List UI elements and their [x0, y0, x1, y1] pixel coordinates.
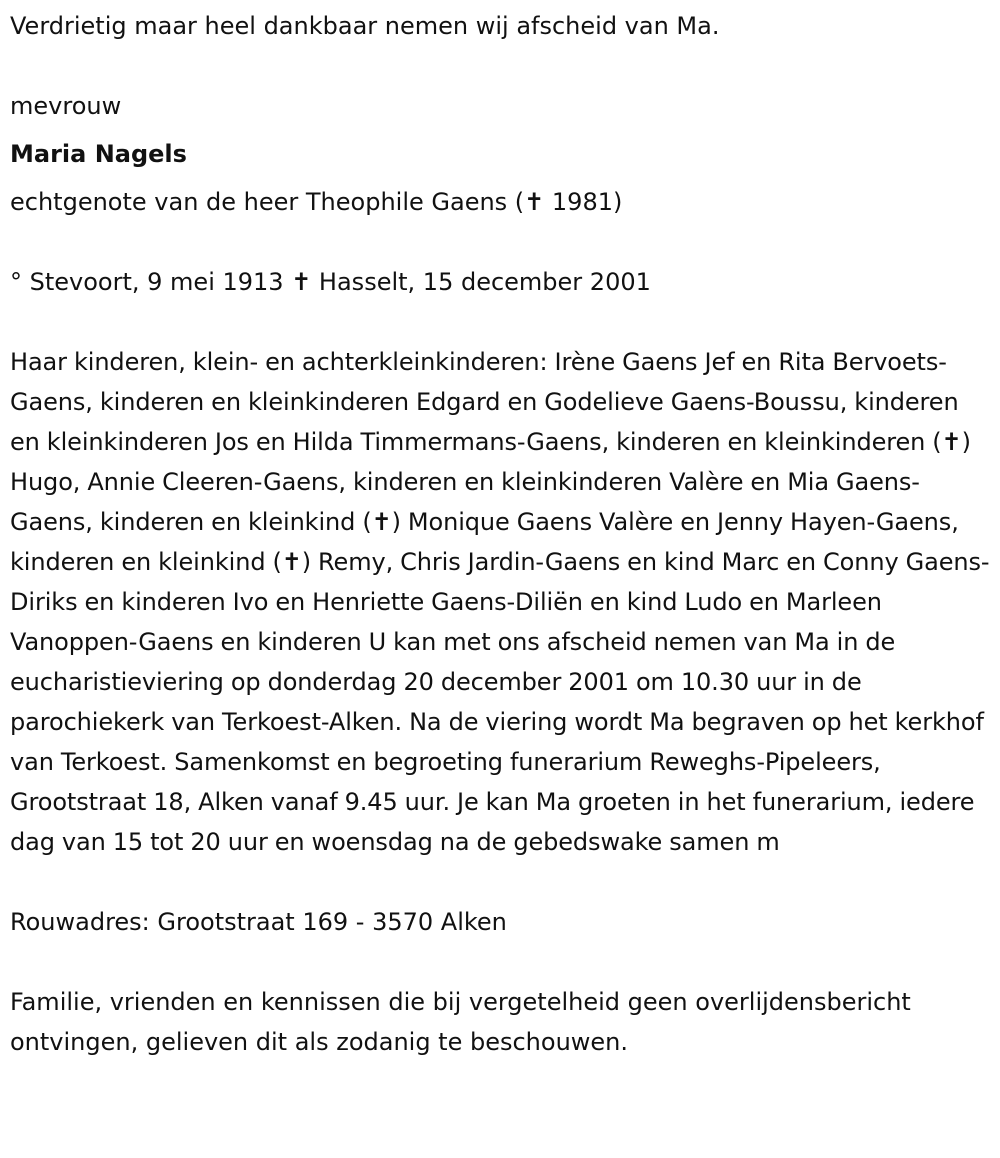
birth-death-line: ° Stevoort, 9 mei 1913 ✝ Hasselt, 15 december 2001: [10, 268, 651, 296]
spacer: [10, 222, 990, 262]
family-and-ceremony-text: Haar kinderen, klein- en achterkleinkinderen: Irène Gaens Jef en Rita Bervoets-Gaens, kinderen en kleinkinderen Edgard en Godelieve Gaens-Boussu, kinderen en kleinkinderen Jos en Hilda Timmermans-Gaens, kinderen en kleinkinderen (✝) Hugo, Annie Cleeren-Gaens, kinderen en kleinkinderen Valère en Mia Gaens-Gaens, kinderen en kleinkind (✝) Monique Gaens Valère en Jenny Hayen-Gaens, kinderen en kleinkind (✝) Remy, Chris Jardin-Gaens en kind Marc en Conny Gaens-Diriks en kinderen Ivo en Henriette Gaens-Diliën en kind Ludo en Marleen Vanoppen-Gaens en kinderen U kan met ons afscheid nemen van Ma in de eucharistieviering op donderdag 20 december 2001 om 10.30 uur in de parochiekerk van Terkoest-Alken. Na de viering wordt Ma begraven op het kerkhof van Terkoest. Samenkomst en begroeting funerarium Reweghs-Pipeleers, Grootstraat 18, Alken vanaf 9.45 uur. Je kan Ma groeten in het funerarium, iedere dag van 15 tot 20 uur en woensdag na de gebedswake samen m: [10, 348, 990, 856]
mourning-address: Rouwadres: Grootstraat 169 - 3570 Alken: [10, 908, 507, 936]
intro-text: Verdrietig maar heel dankbaar nemen wij afscheid van Ma.: [10, 12, 720, 40]
title-prefix: mevrouw: [10, 92, 122, 120]
spacer: [10, 302, 990, 342]
deceased-name: Maria Nagels: [10, 140, 187, 168]
closing-text: Familie, vrienden en kennissen die bij vergetelheid geen overlijdensbericht ontvingen, gelieven dit als zodanig te beschouwen.: [10, 988, 911, 1056]
spacer: [10, 942, 990, 982]
spacer: [10, 46, 990, 86]
spacer: [10, 126, 990, 134]
spacer: [10, 862, 990, 902]
spacer: [10, 174, 990, 182]
spouse-line: echtgenote van de heer Theophile Gaens (✝ 1981): [10, 188, 623, 216]
